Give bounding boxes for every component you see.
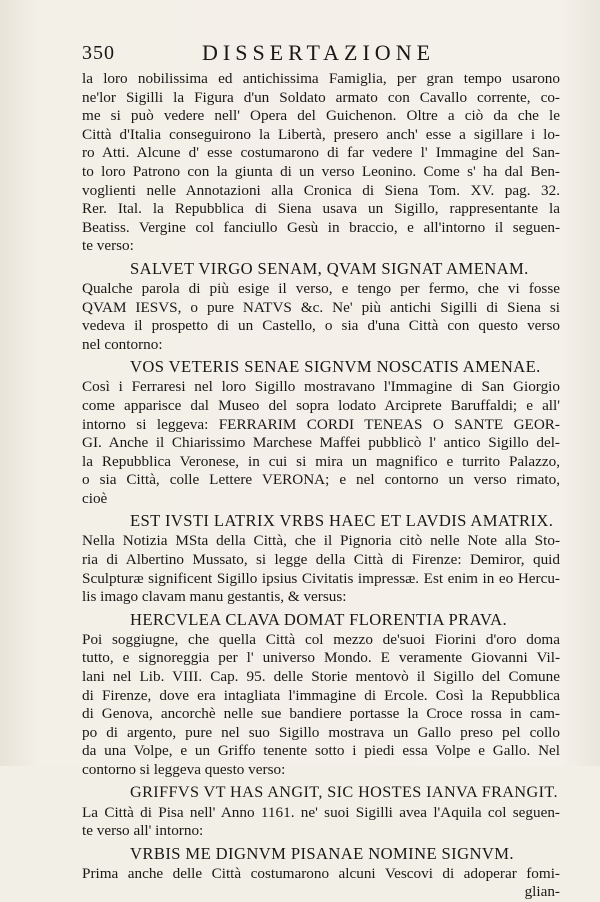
text-line: nel contorno:	[82, 335, 163, 353]
text-line: di Genova, ancorchè nelle sue bandiere portasse la Croce rossa in cam-	[82, 705, 560, 723]
catchword: glian-	[524, 883, 560, 901]
text-line: da una Volpe, e un Griffo tenente sotto i piedi essa Volpe e Gallo. Nel	[82, 742, 560, 760]
body-text	[82, 70, 560, 902]
verse-line: VRBIS ME DIGNVM PISANAE NOMINE SIGNVM.	[130, 843, 514, 863]
text-line: contorno si leggeva questo verso:	[82, 761, 286, 778]
text-line: po di argento, pure nel suo Sigillo mostrava un Gallo preso pel collo	[82, 723, 560, 741]
text-line: GI. Anche il Chiarissimo Marchese Maffei pubblicò l' antico Sigillo del-	[82, 434, 560, 452]
text-line: Poi soggiugne, che quella Città col mezzo de'suoi Fiorini d'oro doma	[82, 630, 560, 648]
page-header	[82, 38, 560, 70]
verse-line: GRIFFVS VT HAS ANGIT, SIC HOSTES IANVA FRANGIT.	[130, 782, 558, 801]
text-line: lis imago clavam manu gestantis, & versus:	[82, 588, 347, 606]
text-line: ne'lor Sigilli la Figura d'un Soldato armato con Cavallo corrente, co-	[82, 88, 560, 106]
page-number: 350	[82, 42, 115, 64]
text-line: ria di Albertino Mussato, si legge della Città di Firenze: Demiror, quid	[82, 551, 560, 569]
text-line: Qualche parola di più esige il verso, e tengo per fermo, che vi fosse	[82, 279, 560, 297]
text-line: Città d'Italia conseguirono la Libertà, presero anch' esse a sigillare i lo-	[82, 125, 560, 143]
text-line: te verso:	[82, 237, 134, 255]
text-line: la Repubblica Veronese, in cui si mira un magnifico e turrito Palazzo,	[82, 452, 560, 470]
text-line: to loro Patrono con la giunta di un verso Leonino. Come s' ha dal Ben-	[82, 162, 560, 180]
text-line: Prima anche delle Città costumarono alcuni Vescovi di adoperar fomi-	[82, 864, 560, 882]
text-line: Nella Notizia MSta della Città, che il Pignoria citò nelle Note alla Sto-	[82, 532, 560, 550]
text-line: come apparisce dal Museo del sopra lodato Arciprete Baruffaldi; e all'	[82, 396, 560, 414]
text-line: di Firenze, dove era intagliata l'immagine di Ercole. Così la Repubblica	[82, 686, 560, 704]
text-line: intorno si leggeva: FERRARIM CORDI TENEAS O SANTE GEOR-	[82, 415, 560, 433]
text-line: tutto, e signoreggia per l' universo Mondo. E veramente Giovanni Vil-	[82, 649, 560, 667]
text-line: vedeva il prospetto di un Castello, o sia d'una Città con questo verso	[82, 317, 560, 335]
text-line: ro Atti. Alcune d' esse costumarono di far vedere l' Immagine del San-	[82, 144, 560, 162]
text-line: la loro nobilissima ed antichissima Famiglia, per gran tempo usarono	[82, 70, 560, 87]
verse-line: HERCVLEA CLAVA DOMAT FLORENTIA PRAVA.	[130, 609, 508, 629]
verse-line: VOS VETERIS SENAE SIGNVM NOSCATIS AMENAE.	[130, 357, 541, 377]
text-line: Sculpturæ significent Sigillo ipsius Civitatis impressæ. Est enim in eo Hercu-	[82, 569, 560, 587]
text-line: lani nel Lib. VIII. Cap. 95. delle Storie mentovò il Sigillo del Comune	[82, 668, 560, 686]
text-line: QVAM IESVS, o pure NATVS &c. Ne' più antichi Sigilli di Siena si	[82, 298, 560, 316]
text-line: Così i Ferraresi nel loro Sigillo mostravano l'Immagine di San Giorgio	[82, 378, 560, 396]
text-line: voglienti nelle Annotazioni alla Cronica di Siena Tom. XV. pag. 32.	[82, 181, 560, 199]
text-line: Rer. Ital. la Repubblica di Siena usava un Sigillo, rappresentante la	[82, 200, 560, 218]
text-line: La Città di Pisa nell' Anno 1161. ne' suoi Sigilli avea l'Aquila col seguen-	[82, 803, 560, 821]
verse-line: EST IVSTI LATRIX VRBS HAEC ET LAVDIS AMATRIX.	[130, 511, 554, 531]
text-line: o sia Città, colle Lettere VERONA; e nel contorno un verso rimato,	[82, 471, 560, 489]
running-title: DISSERTAZIONE	[202, 40, 436, 65]
verse-line: SALVET VIRGO SENAM, QVAM SIGNAT AMENAM.	[130, 258, 529, 278]
text-line: cioè	[82, 489, 108, 507]
text-line: te verso all' intorno:	[82, 822, 204, 840]
text-line: Beatiss. Vergine col fanciullo Gesù in braccio, e all'intorno il seguen-	[82, 218, 560, 236]
text-line: me si può vedere nell' Opera del Guichenon. Oltre a ciò da che le	[82, 107, 560, 125]
